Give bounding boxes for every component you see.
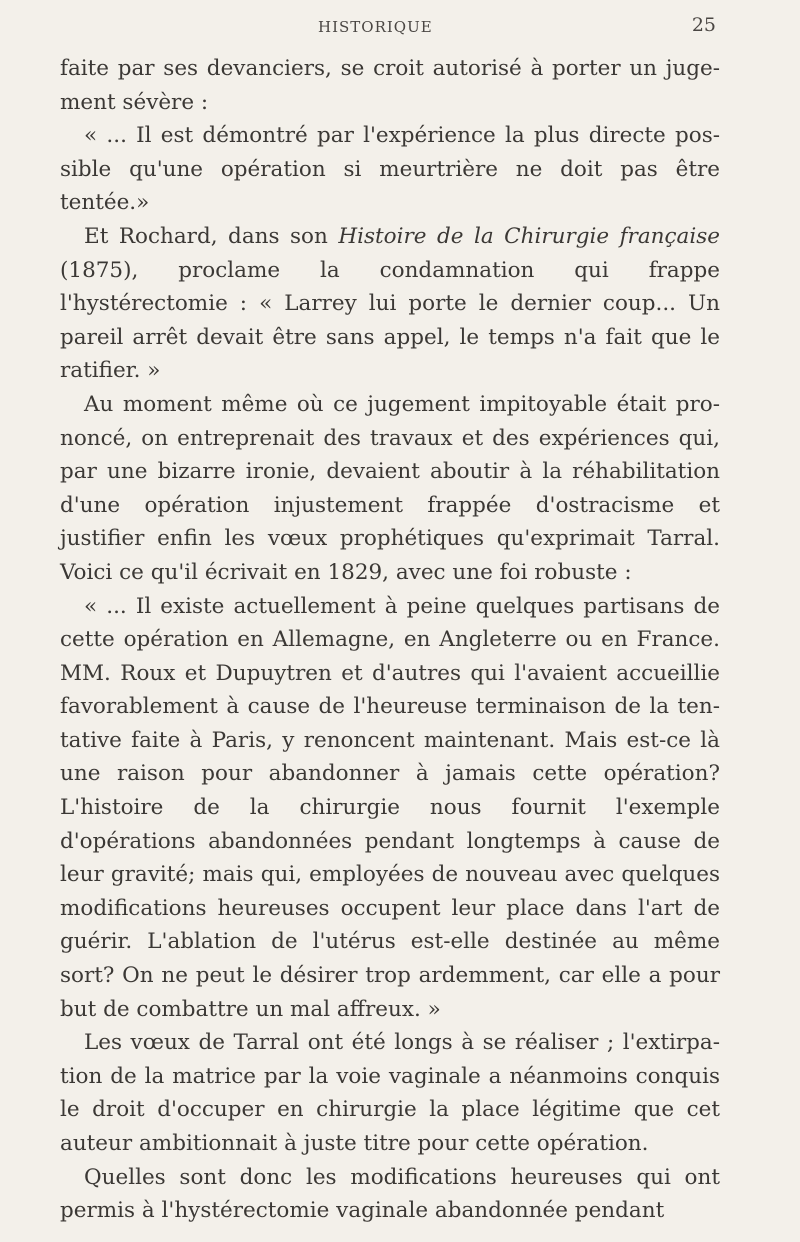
page-number: 25 bbox=[691, 14, 716, 36]
body-text bbox=[60, 52, 720, 1228]
running-title: HISTORIQUE bbox=[318, 18, 433, 36]
text-segment: « ... Il est démontré par l'expérience la plus directe possible qu'une opération si meurtrière ne doit pas être tentée.» bbox=[60, 123, 720, 216]
paragraph bbox=[60, 119, 720, 220]
book-title-italic: Histoire de la Chirurgie française bbox=[338, 223, 720, 249]
paragraph bbox=[60, 1161, 720, 1228]
text-segment: faite par ses devanciers, se croit autorisé à porter un jugement sévère : bbox=[60, 56, 720, 115]
text-segment: Au moment même où ce jugement impitoyable était prononcé, on entreprenait des travaux et des expériences qui, par une bizarre ironie, devaient aboutir à la réhabilitation d'une opération injustement frappée d'ostracisme et justifier enfin les vœux prophétiques qu'exprimait Tarral. Voici ce qu'il écrivait en 1829, avec une foi robuste : bbox=[60, 391, 720, 585]
text-segment: Les vœux de Tarral ont été longs à se réaliser ; l'extirpation de la matrice par la voie vaginale a néanmoins conquis le droit d'occuper en chirurgie la place légitime que cet auteur ambitionnait à juste titre pour cette opération. bbox=[60, 1030, 720, 1156]
paragraph bbox=[60, 388, 720, 590]
paragraph bbox=[60, 220, 720, 388]
running-head bbox=[0, 8, 800, 48]
paragraph bbox=[60, 590, 720, 1027]
text-segment: Et Rochard, dans son bbox=[84, 223, 339, 249]
text-segment: (1875), proclame la condamnation qui frappe l'hystérectomie : « Larrey lui porte le dernier coup... Un pareil arrêt devait être sans appel, le temps n'a fait que le ratifier. » bbox=[60, 257, 720, 384]
paragraph bbox=[60, 1026, 720, 1160]
paragraph bbox=[60, 52, 720, 119]
text-segment: Quelles sont donc les modifications heureuses qui ont permis à l'hystérectomie vaginale abandonnée pendant bbox=[60, 1164, 720, 1224]
text-segment: « ... Il existe actuellement à peine quelques partisans de cette opération en Allemagne, en Angleterre ou en France. MM. Roux et Dupuytren et d'autres qui l'avaient accueillie favorablement à cause de l'heureuse terminaison de la tentative faite à Paris, y renoncent maintenant. Mais est-ce là une raison pour abandonner à jamais cette opération? L'histoire de la chirurgie nous fournit l'exemple d'opérations abandonnées pendant longtemps à cause de leur gravité; mais qui, employées de nouveau avec quelques modifications heureuses occupent leur place dans l'art de guérir. L'ablation de l'utérus est-elle destinée au même sort? On ne peut le désirer trop ardemment, car elle a pour but de combattre un mal affreux. » bbox=[60, 593, 720, 1022]
